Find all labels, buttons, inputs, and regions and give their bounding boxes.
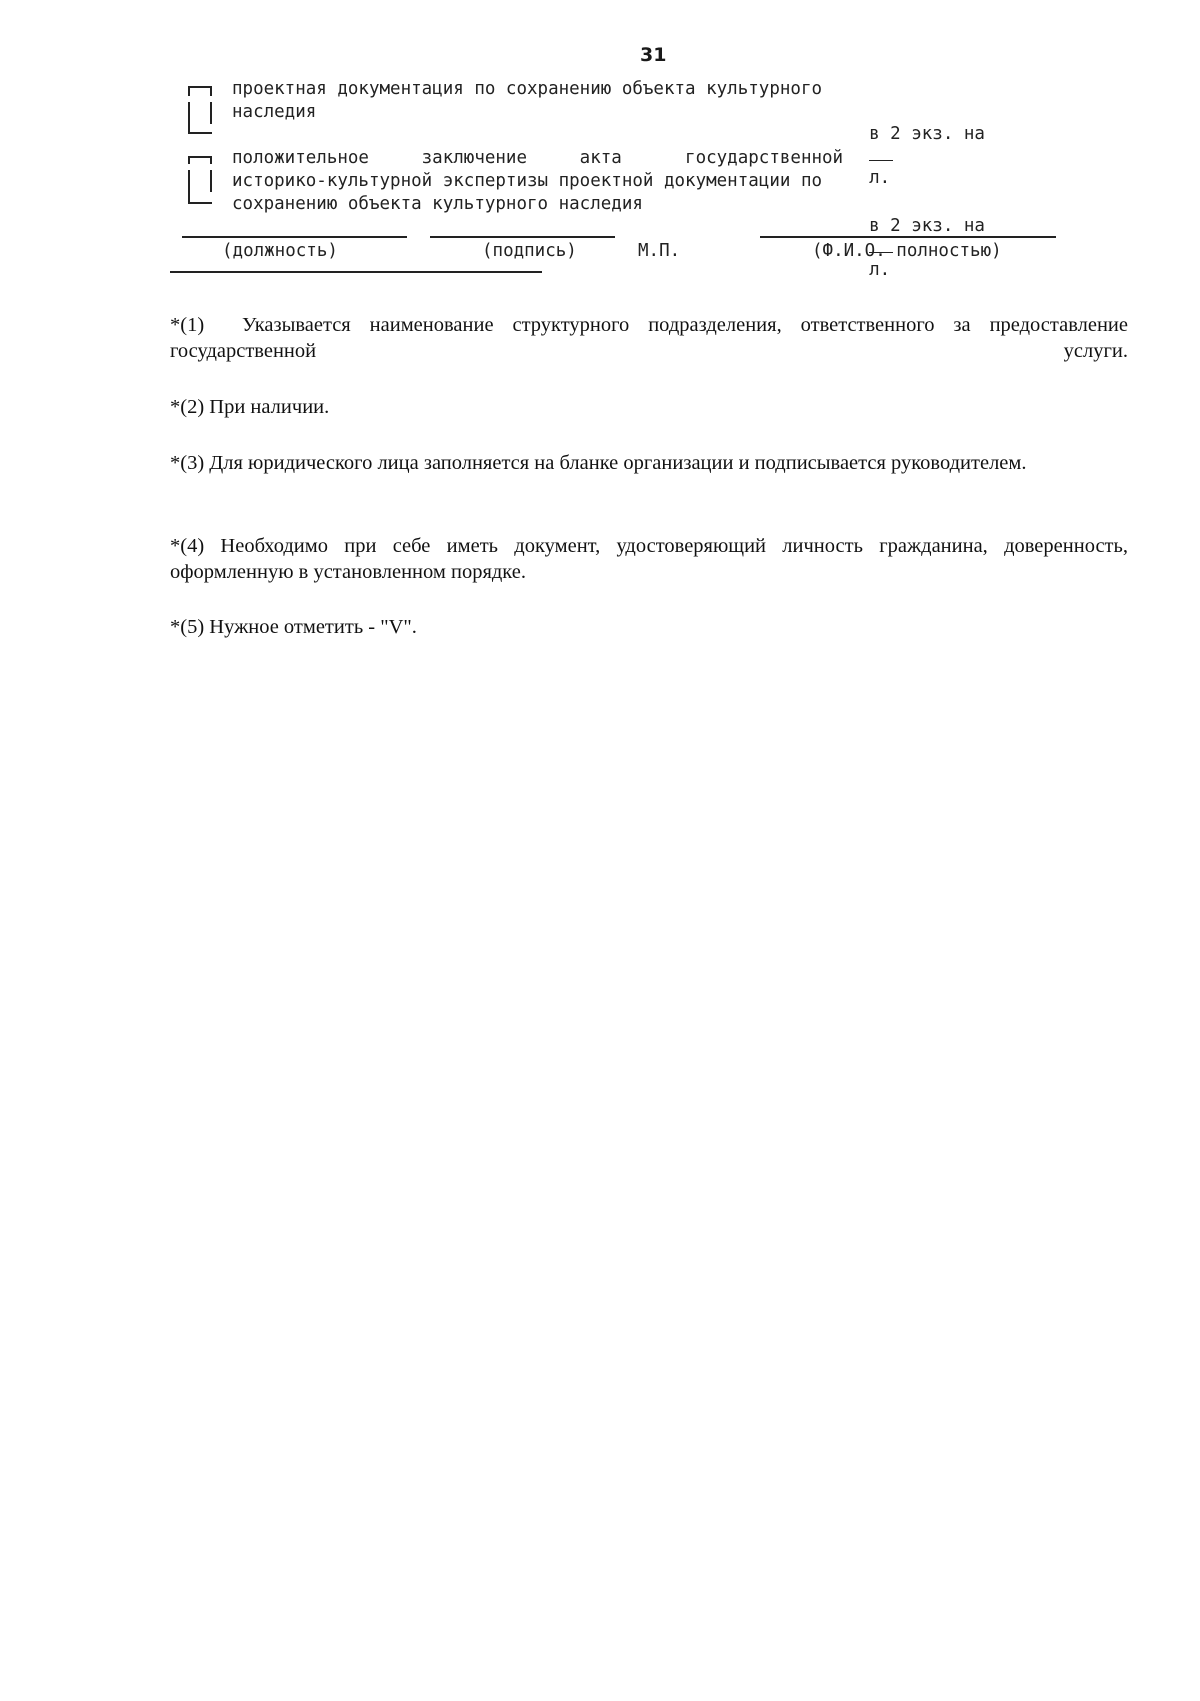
item2-copies-label: в 2 экз. на: [869, 216, 985, 236]
item1-line1: проектная документация по сохранению объекта культурного: [232, 79, 823, 99]
checkbox-project-documentation[interactable]: [188, 86, 212, 134]
item2-line1: положительное заключение акта государственной: [232, 148, 844, 168]
full-name-line[interactable]: [760, 236, 1056, 238]
item2-line3: сохранению объекта культурного наследия: [232, 194, 643, 214]
checkbox-expertise-conclusion[interactable]: [188, 156, 212, 204]
footnote-3-marker: *(3): [170, 452, 205, 474]
footnote-1-text: Указывается наименование структурного подразделения, ответственного за предоставление государственной услуги.: [170, 314, 1128, 362]
signature-label: (подпись): [482, 241, 577, 261]
footnote-3: [170, 450, 1128, 476]
footnote-4: [170, 533, 1128, 585]
footnote-1: [170, 312, 1128, 390]
footnote-2-marker: *(2): [170, 396, 205, 418]
item1-copies: [848, 101, 985, 188]
footnote-5: [170, 614, 1128, 640]
footnote-1-marker: *(1): [170, 314, 205, 336]
position-line[interactable]: [182, 236, 407, 238]
signature-line[interactable]: [430, 236, 615, 238]
item2-line2: историко-культурной экспертизы проектной документации по: [232, 171, 823, 191]
item2-sheets-unit: л.: [869, 260, 891, 280]
footnote-3-text: Для юридического лица заполняется на бланке организации и подписывается руководителем.: [209, 452, 1027, 474]
footnote-5-marker: *(5): [170, 616, 205, 638]
full-name-label: (Ф.И.О. полностью): [812, 241, 1002, 261]
footnote-5-text: Нужное отметить - "V".: [209, 616, 417, 638]
item1-line2: наследия: [232, 102, 317, 122]
stamp-label: М.П.: [638, 241, 681, 261]
item1-copies-label: в 2 экз. на: [869, 124, 985, 144]
item1-sheets-unit: л.: [869, 168, 891, 188]
footnote-2-text: При наличии.: [209, 396, 330, 418]
separator-line: [170, 271, 542, 273]
footnote-4-text: Необходимо при себе иметь документ, удостоверяющий личность гражданина, доверенность, оформленную в установленном порядке.: [170, 535, 1128, 583]
footnote-4-marker: *(4): [170, 535, 205, 557]
footnote-2: [170, 394, 1128, 420]
item1-sheets-blank[interactable]: [869, 146, 893, 161]
position-label: (должность): [222, 241, 338, 261]
page-number: 31: [640, 44, 667, 66]
